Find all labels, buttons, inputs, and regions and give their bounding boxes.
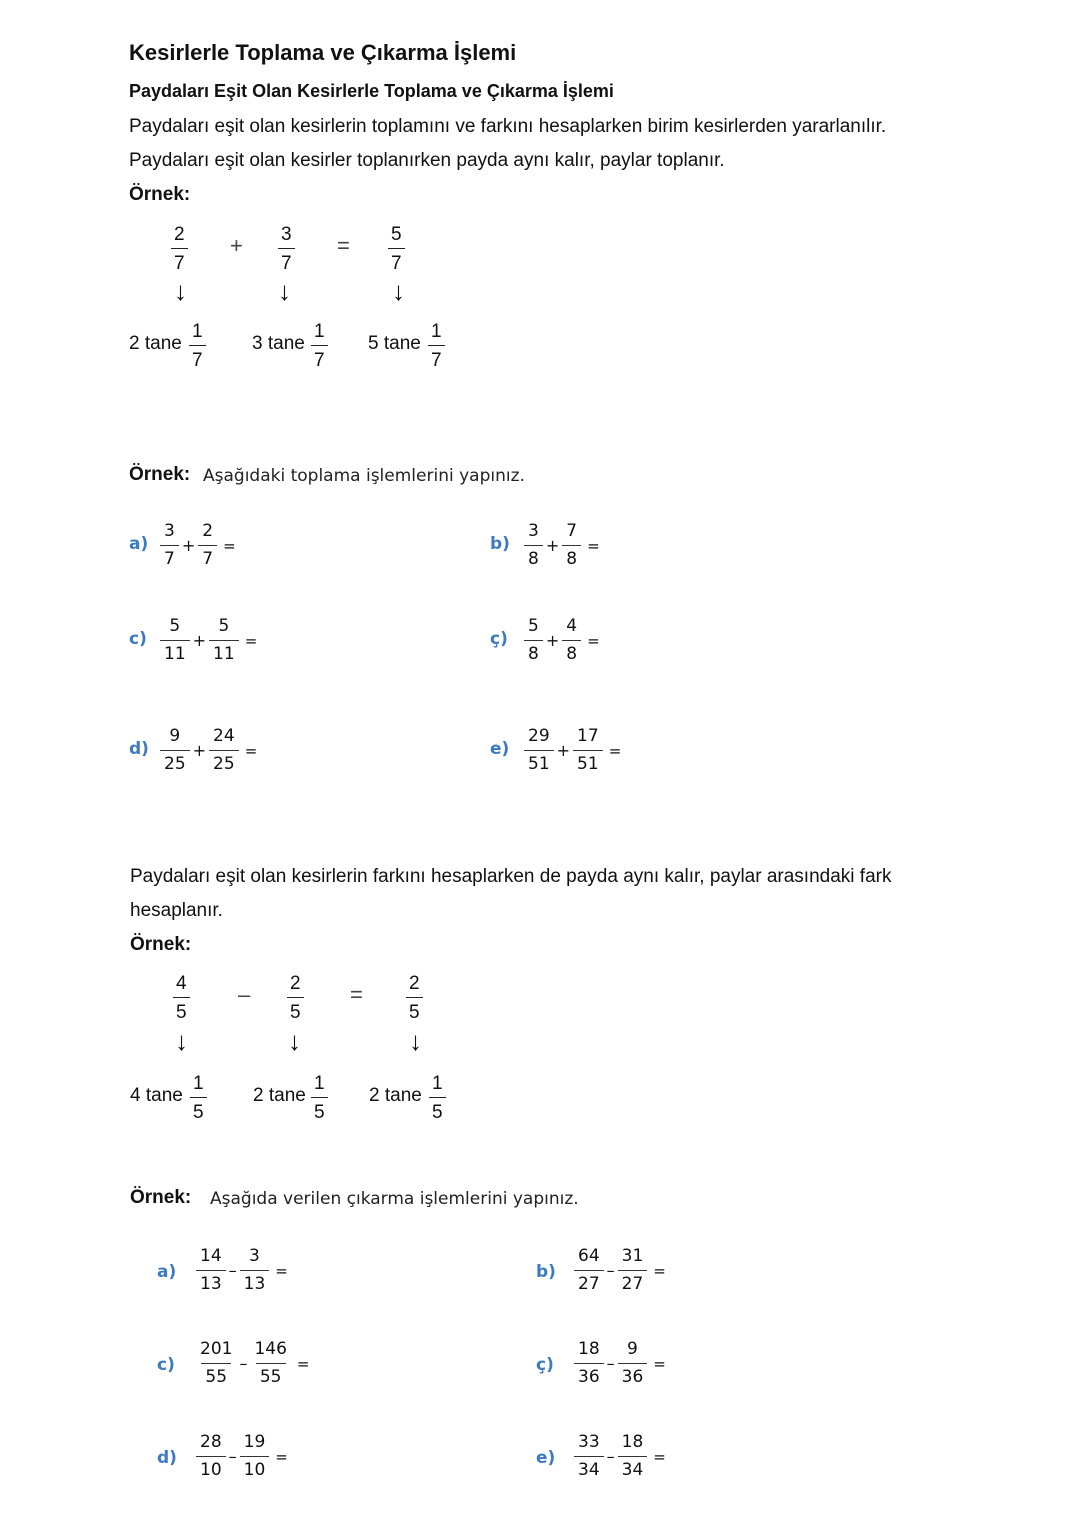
fraction: $\frac{4}{8}$ xyxy=(562,618,581,663)
tane-label: 2 tane xyxy=(129,333,182,354)
section-subtitle: Paydaları Eşit Olan Kesirlerle Toplama ve Çıkarma İşlemi xyxy=(129,81,614,101)
exercise-expression: 28 10 – $\frac{19}{10}$ = xyxy=(196,1434,288,1479)
equals-operator: = xyxy=(337,233,350,258)
fraction: 33 34 xyxy=(574,1434,604,1479)
exercise-expression: 29 51 + $\frac{17}{51}$ = xyxy=(524,728,621,773)
addition-instruction: Aşağıdaki toplama işlemlerini yapınız. xyxy=(203,466,525,486)
fraction: $\frac{2}{7}$ xyxy=(171,225,188,273)
fraction: 14 13 xyxy=(196,1248,226,1293)
exercise-expression: 33 34 – $\frac{18}{34}$ = xyxy=(574,1434,666,1479)
exercise-expression: 5 11 + $\frac{5}{11}$ = xyxy=(160,618,257,663)
exercise-label: a) xyxy=(129,534,149,554)
example-label: Örnek: xyxy=(130,934,192,955)
fraction: 28 10 xyxy=(196,1434,226,1479)
exercise-expression: 64 27 – $\frac{31}{27}$ = xyxy=(574,1248,666,1293)
fraction: $\frac{2}{5}$ xyxy=(287,974,304,1022)
exercise-expression: 3 8 + $\frac{7}{8}$ = xyxy=(524,523,600,568)
fraction: $\frac{3}{13}$ xyxy=(240,1248,270,1293)
tane-label: 4 tane xyxy=(130,1085,183,1106)
unit-fraction: $\frac{1}{5}$ xyxy=(190,1074,207,1122)
tane-label: 3 tane xyxy=(252,333,305,354)
page-title: Kesirlerle Toplama ve Çıkarma İşlemi xyxy=(129,40,517,65)
fraction: $\frac{146}{55}$ xyxy=(254,1339,287,1387)
fraction: $\frac{7}{8}$ xyxy=(562,523,581,568)
down-arrow-icon: ↓ xyxy=(409,1026,422,1056)
fraction: $\frac{4}{5}$ xyxy=(173,974,190,1022)
paragraph-addition-rule: Paydaları eşit olan kesirler toplanırken payda aynı kalır, paylar toplanır. xyxy=(129,150,725,171)
exercise-label: ç) xyxy=(536,1355,554,1375)
exercise-label: ç) xyxy=(490,629,508,649)
fraction: $\frac{9}{36}$ xyxy=(618,1341,648,1386)
paragraph-subtraction-rule-cont: hesaplanır. xyxy=(130,900,223,921)
example-label: Örnek: xyxy=(130,1187,192,1208)
exercise-label: c) xyxy=(129,629,147,649)
fraction: $\frac{3}{7}$ xyxy=(278,225,295,273)
unit-fraction: $\frac{1}{7}$ xyxy=(189,322,206,370)
fraction: 9 25 xyxy=(160,728,190,773)
unit-fraction: $\frac{1}{7}$ xyxy=(428,322,445,370)
unit-fraction: $\frac{1}{7}$ xyxy=(311,322,328,370)
exercise-expression: 201 55 – $\frac{146}{55}$ = xyxy=(196,1341,309,1386)
fraction: 18 36 xyxy=(574,1341,604,1386)
tane-label: 2 tane xyxy=(369,1085,422,1106)
exercise-label: b) xyxy=(490,534,510,554)
fraction: $\frac{2}{5}$ xyxy=(406,974,423,1022)
exercise-expression: 9 25 + $\frac{24}{25}$ = xyxy=(160,728,257,773)
plus-operator: + xyxy=(230,233,243,258)
exercise-expression: 14 13 – $\frac{3}{13}$ = xyxy=(196,1248,288,1293)
subtraction-instruction: Aşağıda verilen çıkarma işlemlerini yapınız. xyxy=(210,1189,579,1209)
fraction: 5 8 xyxy=(524,618,543,663)
equals-operator: = xyxy=(350,982,363,1007)
tane-label: 2 tane xyxy=(253,1085,306,1106)
down-arrow-icon: ↓ xyxy=(174,276,187,306)
down-arrow-icon: ↓ xyxy=(288,1026,301,1056)
down-arrow-icon: ↓ xyxy=(175,1026,188,1056)
tane-label: 5 tane xyxy=(368,333,421,354)
example-label: Örnek: xyxy=(129,464,191,485)
paragraph-subtraction-rule: Paydaları eşit olan kesirlerin farkını hesaplarken de payda aynı kalır, paylar arasındaki fark xyxy=(130,866,892,887)
minus-operator: – xyxy=(238,982,251,1007)
exercise-expression: 18 36 – $\frac{9}{36}$ = xyxy=(574,1341,666,1386)
exercise-expression: 5 8 + $\frac{4}{8}$ = xyxy=(524,618,600,663)
down-arrow-icon: ↓ xyxy=(392,276,405,306)
unit-fraction: $\frac{1}{5}$ xyxy=(429,1074,446,1122)
fraction: 29 51 xyxy=(524,728,554,773)
fraction: $\frac{17}{51}$ xyxy=(573,728,603,773)
fraction: $\frac{19}{10}$ xyxy=(240,1434,270,1479)
paragraph-unit-fractions: Paydaları eşit olan kesirlerin toplamını ve farkını hesaplarken birim kesirlerden yararlanılır. xyxy=(129,116,887,137)
exercise-label: a) xyxy=(157,1262,177,1282)
fraction: $\frac{5}{11}$ xyxy=(209,618,239,663)
down-arrow-icon: ↓ xyxy=(278,276,291,306)
exercise-label: e) xyxy=(536,1448,556,1468)
fraction: $\frac{24}{25}$ xyxy=(209,728,239,773)
example-label: Örnek: xyxy=(129,184,191,205)
fraction: $\frac{18}{34}$ xyxy=(618,1434,648,1479)
exercise-expression: 3 7 + $\frac{2}{7}$ = xyxy=(160,523,236,568)
fraction: 201 55 xyxy=(200,1339,233,1387)
exercise-label: e) xyxy=(490,739,510,759)
fraction: $\frac{31}{27}$ xyxy=(618,1248,648,1293)
fraction: 3 8 xyxy=(524,523,543,568)
fraction: $\frac{5}{7}$ xyxy=(388,225,405,273)
fraction: 5 11 xyxy=(160,618,190,663)
exercise-label: c) xyxy=(157,1355,175,1375)
exercise-label: d) xyxy=(129,739,149,759)
exercise-label: d) xyxy=(157,1448,177,1468)
fraction: $\frac{2}{7}$ xyxy=(198,523,217,568)
unit-fraction: $\frac{1}{5}$ xyxy=(311,1074,328,1122)
fraction: 3 7 xyxy=(160,523,179,568)
exercise-label: b) xyxy=(536,1262,556,1282)
fraction: 64 27 xyxy=(574,1248,604,1293)
